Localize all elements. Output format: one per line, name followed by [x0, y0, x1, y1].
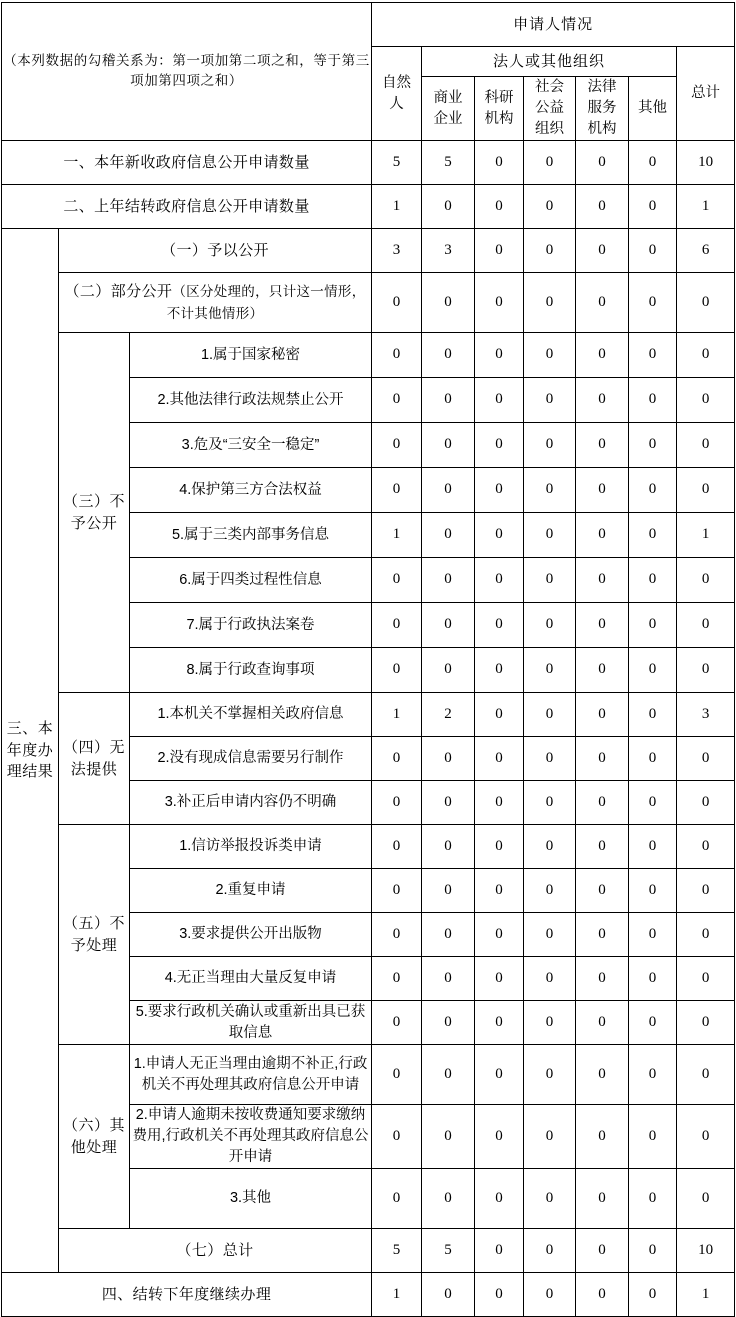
data-cell: 0 [629, 693, 677, 737]
data-cell: 0 [629, 468, 677, 513]
item-label: 5.要求行政机关确认或重新出具已获取信息 [130, 1001, 372, 1045]
data-cell: 0 [422, 825, 475, 869]
data-cell: 0 [677, 468, 735, 513]
data-cell: 0 [422, 737, 475, 781]
data-cell: 0 [372, 869, 422, 913]
column-header-line: 机构 [484, 110, 514, 127]
data-cell: 0 [524, 825, 576, 869]
item-label: 1.属于国家秘密 [130, 333, 372, 378]
data-cell: 0 [475, 1045, 524, 1105]
group-label-line: 法提供 [70, 760, 118, 778]
section-label-annual-processing-results [2, 229, 59, 1273]
column-header-line: 机构 [587, 121, 617, 138]
data-cell: 0 [677, 378, 735, 423]
data-cell: 0 [524, 378, 576, 423]
data-cell: 0 [475, 825, 524, 869]
data-cell: 5 [422, 141, 475, 185]
data-cell: 0 [372, 468, 422, 513]
data-cell: 0 [677, 1001, 735, 1045]
data-cell: 0 [475, 693, 524, 737]
data-cell: 1 [677, 513, 735, 558]
data-cell: 0 [576, 378, 629, 423]
data-cell: 0 [524, 141, 576, 185]
column-header-other [629, 77, 677, 141]
data-cell: 0 [576, 185, 629, 229]
data-cell: 0 [422, 869, 475, 913]
group-label-line: （四）无 [62, 738, 125, 756]
data-cell: 0 [629, 141, 677, 185]
data-cell: 0 [372, 737, 422, 781]
data-cell: 0 [372, 423, 422, 468]
data-cell: 0 [629, 737, 677, 781]
data-cell: 10 [677, 1229, 735, 1273]
column-header-line: 其他 [638, 100, 668, 117]
data-cell: 0 [677, 273, 735, 333]
data-cell: 0 [576, 468, 629, 513]
table-row [2, 693, 735, 737]
data-cell: 0 [475, 558, 524, 603]
data-cell: 0 [576, 1045, 629, 1105]
data-cell: 0 [422, 558, 475, 603]
data-cell: 1 [372, 185, 422, 229]
column-header-line: 组织 [535, 121, 565, 138]
item-label: 1.信访举报投诉类申请 [130, 825, 372, 869]
data-cell: 0 [475, 603, 524, 648]
data-cell: 0 [372, 603, 422, 648]
column-header-line: 科研 [484, 89, 514, 106]
data-cell: 0 [677, 648, 735, 693]
data-cell: 0 [524, 229, 576, 273]
data-cell: 0 [629, 603, 677, 648]
data-cell: 0 [629, 869, 677, 913]
group-label-disclosed: （一）予以公开 [59, 229, 372, 273]
data-cell: 0 [677, 781, 735, 825]
item-label: 8.属于行政查询事项 [130, 648, 372, 693]
data-cell: 0 [629, 1045, 677, 1105]
legal-person-group-header: 法人或其他组织 [422, 47, 677, 77]
data-cell: 0 [524, 468, 576, 513]
item-label: 3.危及“三安全一稳定” [130, 423, 372, 468]
data-cell: 10 [677, 141, 735, 185]
data-cell: 0 [629, 1001, 677, 1045]
table-row [2, 1229, 735, 1273]
data-cell: 0 [372, 913, 422, 957]
data-cell: 0 [524, 957, 576, 1001]
data-cell: 5 [422, 1229, 475, 1273]
data-cell: 0 [475, 378, 524, 423]
table-row [2, 1045, 735, 1105]
data-cell: 0 [576, 1169, 629, 1229]
data-cell: 0 [475, 957, 524, 1001]
data-cell: 0 [629, 558, 677, 603]
data-cell: 0 [576, 141, 629, 185]
data-cell: 0 [677, 333, 735, 378]
data-cell: 1 [677, 185, 735, 229]
data-cell: 0 [372, 273, 422, 333]
data-cell: 0 [576, 1229, 629, 1273]
data-cell: 0 [629, 1105, 677, 1169]
data-cell: 0 [576, 603, 629, 648]
data-cell: 0 [524, 693, 576, 737]
data-cell: 0 [524, 1045, 576, 1105]
group-label-line: （六）其 [62, 1116, 125, 1134]
data-cell: 0 [576, 693, 629, 737]
data-cell: 0 [677, 869, 735, 913]
data-cell: 5 [372, 141, 422, 185]
data-cell: 2 [422, 693, 475, 737]
item-label: 3.其他 [130, 1169, 372, 1229]
data-cell: 5 [372, 1229, 422, 1273]
item-label: 7.属于行政执法案卷 [130, 603, 372, 648]
data-cell: 0 [576, 1105, 629, 1169]
data-cell: 0 [524, 1273, 576, 1317]
data-cell: 0 [677, 737, 735, 781]
data-cell: 0 [677, 825, 735, 869]
column-header-line: 社会 [535, 79, 565, 95]
row-label-carry-to-next-year: 四、结转下年度继续办理 [2, 1273, 372, 1317]
data-cell: 0 [475, 185, 524, 229]
data-cell: 0 [576, 513, 629, 558]
data-cell: 0 [677, 423, 735, 468]
item-label: 1.申请人无正当理由逾期不补正,行政机关不再处理其政府信息公开申请 [130, 1045, 372, 1105]
data-cell: 0 [576, 825, 629, 869]
data-cell: 0 [524, 737, 576, 781]
table-row [2, 229, 735, 273]
data-cell: 1 [372, 513, 422, 558]
table-row [2, 333, 735, 378]
data-cell: 0 [576, 273, 629, 333]
data-cell: 0 [629, 957, 677, 1001]
row-label-new-applications: 一、本年新收政府信息公开申请数量 [2, 141, 372, 185]
data-cell: 0 [576, 558, 629, 603]
item-label: 2.没有现成信息需要另行制作 [130, 737, 372, 781]
data-cell: 1 [677, 1273, 735, 1317]
data-cell: 3 [372, 229, 422, 273]
data-cell: 0 [576, 1001, 629, 1045]
data-cell: 0 [422, 1001, 475, 1045]
data-cell: 3 [422, 229, 475, 273]
section-label-line: 理结果 [6, 763, 54, 781]
data-cell: 0 [677, 1045, 735, 1105]
data-cell: 0 [524, 648, 576, 693]
group-label-not-processed [59, 825, 130, 1045]
group-label-line: 予处理 [70, 936, 118, 954]
data-cell: 0 [422, 781, 475, 825]
data-cell: 0 [422, 1045, 475, 1105]
data-cell: 0 [524, 1001, 576, 1045]
data-cell: 0 [422, 1273, 475, 1317]
group-label-line: （五）不 [62, 914, 125, 932]
data-cell: 0 [422, 1105, 475, 1169]
data-cell: 0 [629, 423, 677, 468]
data-cell: 0 [524, 333, 576, 378]
data-cell: 0 [422, 185, 475, 229]
data-cell: 0 [524, 513, 576, 558]
column-header-natural-person [372, 47, 422, 141]
data-cell: 0 [524, 185, 576, 229]
column-header-line: 企业 [433, 110, 463, 127]
column-header-line: 人 [389, 95, 404, 112]
data-cell: 0 [524, 558, 576, 603]
data-cell: 0 [372, 333, 422, 378]
data-cell: 0 [475, 1273, 524, 1317]
table-row [2, 825, 735, 869]
data-cell: 0 [422, 603, 475, 648]
data-cell: 0 [372, 558, 422, 603]
data-cell: 0 [629, 1229, 677, 1273]
item-label: 2.其他法律行政法规禁止公开 [130, 378, 372, 423]
data-cell: 0 [576, 423, 629, 468]
data-cell: 0 [475, 737, 524, 781]
data-cell: 0 [475, 141, 524, 185]
group-label-unable-to-provide [59, 693, 130, 825]
data-cell: 0 [422, 648, 475, 693]
data-cell: 0 [422, 513, 475, 558]
data-cell: 0 [475, 1001, 524, 1045]
data-cell: 0 [629, 781, 677, 825]
data-cell: 0 [629, 1273, 677, 1317]
data-cell: 0 [372, 648, 422, 693]
data-cell: 0 [629, 913, 677, 957]
data-cell: 0 [475, 333, 524, 378]
item-label: 5.属于三类内部事务信息 [130, 513, 372, 558]
data-cell: 0 [576, 913, 629, 957]
data-cell: 0 [576, 957, 629, 1001]
data-cell: 0 [372, 957, 422, 1001]
table-row [2, 185, 735, 229]
item-label: 6.属于四类过程性信息 [130, 558, 372, 603]
data-cell: 0 [524, 1169, 576, 1229]
item-label: 3.要求提供公开出版物 [130, 913, 372, 957]
item-label: 3.补正后申请内容仍不明确 [130, 781, 372, 825]
column-header-line: 法律 [587, 79, 617, 95]
header-row-group [2, 3, 735, 47]
group-label-line: 予公开 [70, 514, 118, 532]
data-cell: 0 [422, 913, 475, 957]
data-cell: 0 [372, 1045, 422, 1105]
data-cell: 0 [475, 1229, 524, 1273]
data-cell: 0 [475, 423, 524, 468]
column-header-research [475, 77, 524, 141]
data-cell: 0 [629, 825, 677, 869]
data-cell: 0 [475, 273, 524, 333]
data-cell: 0 [372, 781, 422, 825]
group-label-main: （二）部分公开 [64, 282, 173, 300]
data-cell: 0 [629, 273, 677, 333]
data-cell: 0 [422, 333, 475, 378]
item-label: 4.无正当理由大量反复申请 [130, 957, 372, 1001]
data-cell: 0 [629, 648, 677, 693]
row-label-carryover-applications: 二、上年结转政府信息公开申请数量 [2, 185, 372, 229]
data-cell: 0 [524, 913, 576, 957]
column-header-line: 公益 [535, 100, 565, 117]
government-info-disclosure-table [1, 2, 735, 1317]
data-cell: 0 [524, 423, 576, 468]
column-header-business [422, 77, 475, 141]
data-cell: 0 [576, 648, 629, 693]
item-label: 1.本机关不掌握相关政府信息 [130, 693, 372, 737]
data-cell: 0 [524, 781, 576, 825]
data-cell: 0 [576, 737, 629, 781]
data-cell: 3 [677, 693, 735, 737]
data-cell: 0 [524, 603, 576, 648]
data-cell: 0 [629, 1169, 677, 1229]
column-header-line: 服务 [587, 100, 617, 117]
data-cell: 0 [629, 229, 677, 273]
data-cell: 0 [422, 957, 475, 1001]
data-cell: 0 [475, 781, 524, 825]
data-cell: 0 [372, 1001, 422, 1045]
data-cell: 1 [372, 693, 422, 737]
data-cell: 0 [629, 185, 677, 229]
data-cell: 0 [524, 1229, 576, 1273]
checksum-note: （本列数据的勾稽关系为：第一项加第二项之和，等于第三项加第四项之和） [2, 3, 372, 141]
data-cell: 0 [524, 1105, 576, 1169]
table-row [2, 1273, 735, 1317]
column-header-line: 总计 [691, 85, 721, 102]
data-cell: 0 [475, 1169, 524, 1229]
data-cell: 0 [475, 648, 524, 693]
group-label-note: （区分处理的，只计这一情形，不计其他情形） [166, 283, 366, 322]
data-cell: 0 [524, 273, 576, 333]
data-cell: 0 [372, 825, 422, 869]
column-header-line: 自然 [382, 74, 412, 91]
data-cell: 0 [576, 781, 629, 825]
table-row [2, 141, 735, 185]
data-cell: 0 [576, 229, 629, 273]
data-cell: 0 [422, 423, 475, 468]
data-cell: 0 [629, 513, 677, 558]
group-label-subtotal: （七）总计 [59, 1229, 372, 1273]
data-cell: 0 [372, 1169, 422, 1229]
data-cell: 0 [677, 913, 735, 957]
group-label-other-handling [59, 1045, 130, 1229]
column-header-line: 商业 [433, 89, 463, 106]
data-cell: 0 [475, 229, 524, 273]
group-label-line: （三）不 [62, 492, 125, 510]
item-label: 2.重复申请 [130, 869, 372, 913]
item-label: 2.申请人逾期未按收费通知要求缴纳费用,行政机关不再处理其政府信息公开申请 [130, 1105, 372, 1169]
data-cell: 0 [475, 1105, 524, 1169]
data-cell: 0 [475, 869, 524, 913]
data-cell: 1 [372, 1273, 422, 1317]
data-cell: 0 [629, 333, 677, 378]
group-label-partially-disclosed [59, 273, 372, 333]
table-row [2, 273, 735, 333]
data-cell: 6 [677, 229, 735, 273]
data-cell: 0 [422, 468, 475, 513]
applicant-group-header: 申请人情况 [372, 3, 735, 47]
data-cell: 0 [475, 468, 524, 513]
column-header-legal [576, 77, 629, 141]
data-cell: 0 [372, 378, 422, 423]
data-cell: 0 [677, 1105, 735, 1169]
section-label-line: 年度办 [6, 741, 54, 759]
column-header-social [524, 77, 576, 141]
group-label-not-disclosed [59, 333, 130, 693]
item-label: 4.保护第三方合法权益 [130, 468, 372, 513]
data-cell: 0 [576, 869, 629, 913]
data-cell: 0 [677, 603, 735, 648]
data-cell: 0 [629, 378, 677, 423]
section-label-line: 三、本 [6, 719, 54, 737]
data-cell: 0 [422, 378, 475, 423]
data-cell: 0 [677, 558, 735, 603]
data-cell: 0 [524, 869, 576, 913]
data-cell: 0 [475, 513, 524, 558]
data-cell: 0 [422, 273, 475, 333]
column-header-total [677, 47, 735, 141]
data-cell: 0 [475, 913, 524, 957]
data-cell: 0 [372, 1105, 422, 1169]
group-label-line: 他处理 [70, 1138, 118, 1156]
data-cell: 0 [576, 1273, 629, 1317]
data-cell: 0 [677, 957, 735, 1001]
data-cell: 0 [576, 333, 629, 378]
data-cell: 0 [422, 1169, 475, 1229]
data-cell: 0 [677, 1169, 735, 1229]
